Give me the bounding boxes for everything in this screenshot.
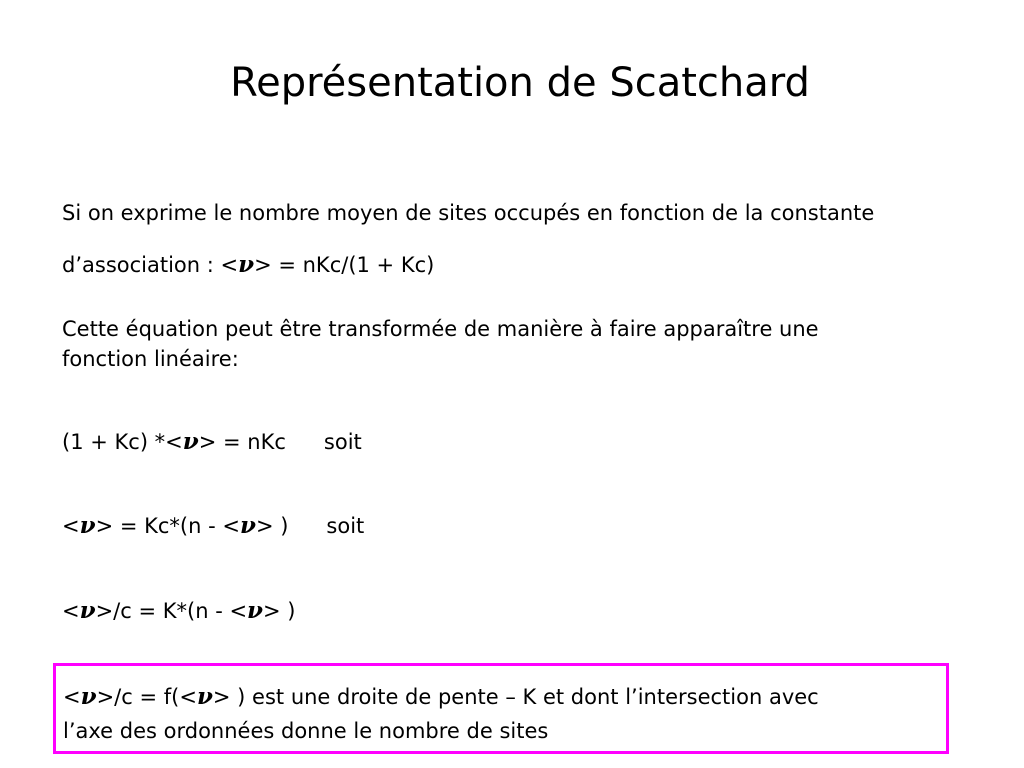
transform-line-2: fonction linéaire: bbox=[62, 347, 239, 371]
nu-symbol: ν bbox=[238, 251, 255, 278]
equation-3 bbox=[62, 596, 295, 626]
text-segment: > ) bbox=[263, 599, 296, 623]
nu-symbol: ν bbox=[239, 512, 256, 539]
text-segment: >/c = f(< bbox=[96, 685, 197, 709]
transform-line-1: Cette équation peut être transformée de manière à faire apparaître une bbox=[62, 317, 819, 341]
text-segment: > ) bbox=[255, 514, 289, 538]
text-segment: > = Kc*(n - < bbox=[95, 514, 240, 538]
equation-suffix: soit bbox=[326, 514, 365, 538]
nu-symbol: ν bbox=[196, 683, 213, 710]
text-segment: > = nKc/(1 + Kc) bbox=[254, 253, 435, 277]
text-segment: < bbox=[62, 599, 80, 623]
text-segment: < bbox=[62, 514, 80, 538]
text-segment: >/c = K*(n - < bbox=[95, 599, 248, 623]
text-segment: (1 + Kc) *< bbox=[62, 430, 183, 454]
intro-line-2 bbox=[62, 250, 434, 280]
text-segment: < bbox=[63, 685, 81, 709]
text-segment: > ) est une droite de pente – K et dont l’intersection avec bbox=[212, 685, 819, 709]
slide-title: Représentation de Scatchard bbox=[230, 60, 810, 106]
nu-symbol: ν bbox=[80, 683, 97, 710]
nu-symbol: ν bbox=[182, 428, 199, 455]
equation-suffix: soit bbox=[323, 430, 362, 454]
text-segment: d’association : < bbox=[62, 253, 239, 277]
nu-symbol: ν bbox=[247, 597, 264, 624]
equation-1 bbox=[62, 427, 362, 457]
nu-symbol: ν bbox=[79, 512, 96, 539]
conclusion-highlight-box bbox=[53, 663, 949, 754]
text-segment: > = nKc bbox=[198, 430, 286, 454]
nu-symbol: ν bbox=[79, 597, 96, 624]
intro-line-1: Si on exprime le nombre moyen de sites occupés en fonction de la constante bbox=[62, 201, 875, 225]
equation-2 bbox=[62, 511, 364, 541]
conclusion-line-2: l’axe des ordonnées donne le nombre de sites bbox=[63, 719, 549, 743]
conclusion-line-1 bbox=[63, 682, 819, 712]
